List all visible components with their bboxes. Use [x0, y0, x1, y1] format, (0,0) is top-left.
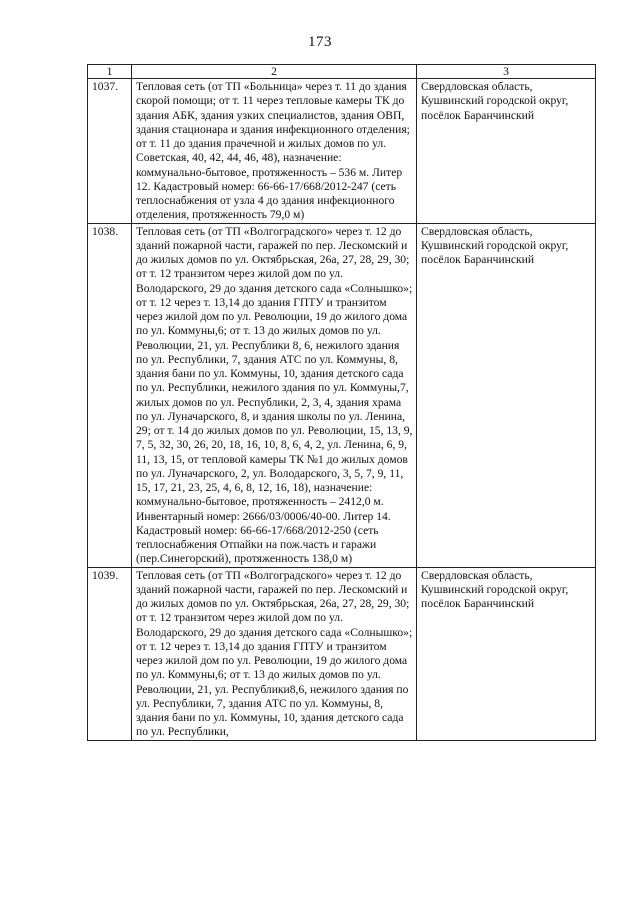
column-header-2: 2 [132, 65, 417, 79]
property-table [87, 64, 596, 741]
row-location: Свердловская область, Кушвинский городской округ, посёлок Баранчинский [417, 79, 596, 224]
row-number: 1039. [88, 567, 132, 740]
row-description: Тепловая сеть (от ТП «Больница» через т. 11 до здания скорой помощи; от т. 11 через тепловые камеры ТК до здания АБК, здания узких специалистов, здания ОВП, здания стационара и здания инфекционного отделения; от т. 11 до здания прачечной и жилых домов по ул. Советская, 40, 42, 44, 46, 48), назначение: коммунально-бытовое, протяженность – 536 м. Литер 12. Кадастровый номер: 66-66-17/668/2012-247 (сеть теплоснабжения от узла 4 до здания инфекционного отделения, протяженность 79,0 м) [132, 79, 417, 224]
table-row [88, 79, 596, 224]
table-row [88, 567, 596, 740]
row-description: Тепловая сеть (от ТП «Волгоградского» через т. 12 до зданий пожарной части, гаражей по пер. Лескомский и до жилых домов по ул. Октябрьская, 26а, 27, 28, 29, 30; от т. 12 транзитом через жилой дом по ул. Володарского, 29 до здания детского сада «Солнышко»; от т. 12 через т. 13,14 до здания ГПТУ и транзитом через жилой дом по ул. Революции, 19 до жилого дома по ул. Коммуны,6; от т. 13 до жилых домов по ул. Революции, 21, ул. Республики8,6, нежилого здания по ул. Республики, 7, здания АТС по ул. Коммуны, 8, здания бани по ул. Коммуны, 10, здания детского сада по ул. Республики, [132, 567, 417, 740]
row-number: 1037. [88, 79, 132, 224]
row-location: Свердловская область, Кушвинский городской округ, посёлок Баранчинский [417, 567, 596, 740]
table-row [88, 223, 596, 567]
row-location: Свердловская область, Кушвинский городской округ, посёлок Баранчинский [417, 223, 596, 567]
page-number: 173 [308, 34, 332, 50]
row-description: Тепловая сеть (от ТП «Волгоградского» через т. 12 до зданий пожарной части, гаражей по пер. Лескомский и до жилых домов по ул. Октябрьская, 26а, 27, 28, 29, 30; от т. 12 транзитом через жилой дом по ул. Володарского, 29 до здания детского сада «Солнышко»; от т. 12 через т. 13,14 до здания ГПТУ и транзитом через жилой дом по ул. Революции, 19 до жилого дома по ул. Коммуны,6; от т. 13 до жилых домов по ул. Революции, 21, ул. Республики 8, 6, нежилого здания по ул. Республики, 7, здания АТС по ул. Коммуны, 8, здания бани по ул. Коммуны, 10, здания детского сада по ул. Республики, нежилого здания по ул. Коммуны,7, жилых домов по ул. Республики, 2, 3, 4, здания храма по ул. Луначарского, 8, и здания школы по ул. Ленина, 29; от т. 14 до жилых домов по ул. Революции, 15, 13, 9, 7, 5, 32, 30, 26, 20, 18, 16, 10, 8, 6, 4, 2, ул. Ленина, 6, 9, 11, 13, 15, от тепловой камеры ТК №1 до жилых домов по ул. Луначарского, 2, ул. Володарского, 3, 5, 7, 9, 11, 15, 17, 21, 23, 25, 4, 6, 8, 12, 16, 18), назначение: коммунально-бытовое, протяженность – 2412,0 м. Инвентарный номер: 2666/03/0006/40-00. Литер 14. Кадастровый номер: 66-66-17/668/2012-250 (сеть теплоснабжения Отпайки на пож.часть и гаражи (пер.Синегорский), протяженность 138,0 м) [132, 223, 417, 567]
column-header-1: 1 [88, 65, 132, 79]
table-header-row [88, 65, 596, 79]
row-number: 1038. [88, 223, 132, 567]
column-header-3: 3 [417, 65, 596, 79]
